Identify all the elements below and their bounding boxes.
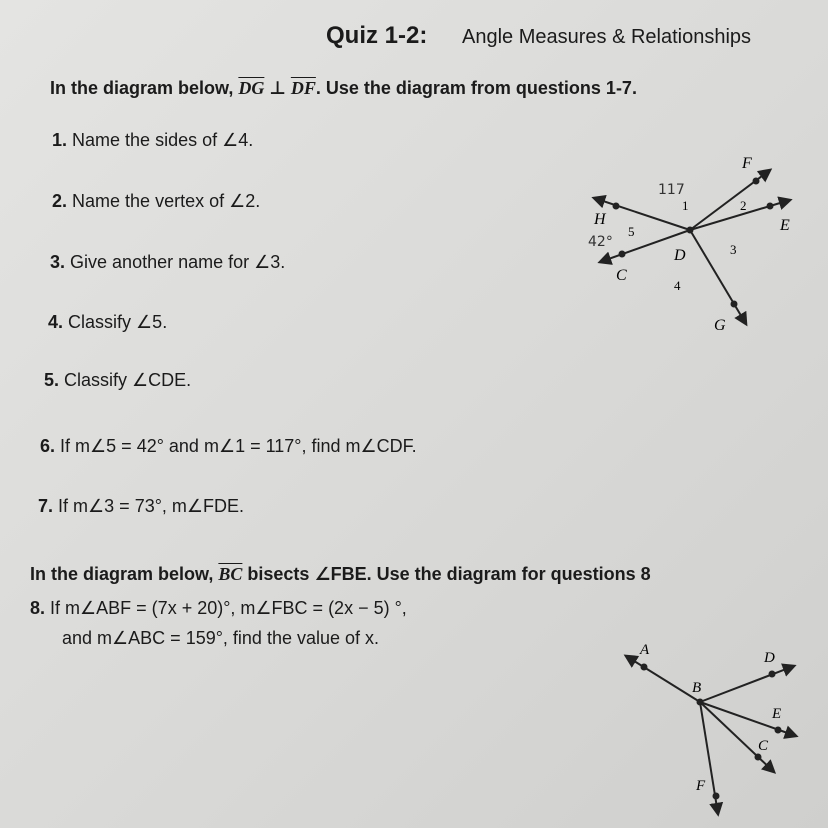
intro-diagram-1 <box>50 78 637 99</box>
point-d <box>687 227 694 234</box>
point-f <box>753 178 760 185</box>
label-a: A <box>640 642 650 658</box>
point-e <box>767 203 774 210</box>
point-c <box>619 251 626 258</box>
question-8-line1: If m∠ABF = (7x + 20)°, m∠FBC = (2x − 5) °, <box>50 598 407 618</box>
question-8-line2: and m∠ABC = 159°, find the value of x. <box>62 628 380 648</box>
question-7: 7. If m∠3 = 73°, m∠FDE. <box>38 496 245 516</box>
ray-ba <box>626 656 700 702</box>
diagram-1 <box>570 150 820 340</box>
question-3: 3. Give another name for ∠3. <box>50 252 286 272</box>
segment-dg: $\overline{DG}$ <box>238 78 265 98</box>
question-2: 2. Name the vertex of ∠2. <box>52 191 261 211</box>
segment-bc: $\overline{BC}$ <box>218 564 243 584</box>
intro1-tail: . Use the diagram from questions 1-7. <box>315 78 637 98</box>
point-h <box>613 203 620 210</box>
point-a <box>641 664 648 671</box>
label-f: F <box>696 778 706 794</box>
angle-3-label: 3 <box>730 242 737 257</box>
ray-be <box>700 702 796 736</box>
ray-dg <box>690 230 746 324</box>
ray-dh <box>594 198 690 230</box>
intro2-tail: bisects ∠FBE. Use the diagram for questions 8 <box>247 564 651 584</box>
quiz-title: Angle Measures & Relationships <box>462 26 752 48</box>
label-h: H <box>594 211 606 228</box>
angle-5-label: 5 <box>628 224 635 239</box>
point-b <box>697 699 704 706</box>
angle-2-label: 2 <box>740 198 747 213</box>
intro1-lead: In the diagram below, <box>50 78 234 98</box>
point-e <box>775 727 782 734</box>
question-1: 1. Name the sides of ∠4. <box>52 130 254 150</box>
ray-bd <box>700 666 794 702</box>
label-g: G <box>714 317 726 334</box>
angle-4-label: 4 <box>674 278 681 293</box>
label-c: C <box>758 738 769 754</box>
diagram-2 <box>600 638 820 828</box>
handwritten-117: 117 <box>658 182 685 198</box>
ray-bc <box>700 702 774 772</box>
point-d <box>769 671 776 678</box>
point-g <box>731 301 738 308</box>
segment-df: $\overline{DF}$ <box>290 78 316 98</box>
intro2-lead: In the diagram below, <box>30 564 214 584</box>
question-6: 6. If m∠5 = 42° and m∠1 = 117°, find m∠CDF. <box>40 436 417 456</box>
intro-diagram-2 <box>30 564 651 585</box>
quiz-label: Quiz 1-2: <box>326 22 428 49</box>
point-c <box>755 754 762 761</box>
label-c: C <box>616 267 627 284</box>
label-b: B <box>692 680 702 696</box>
label-d: D <box>764 650 775 666</box>
handwritten-42: 42° <box>588 234 613 250</box>
question-8: 8. If m∠ABF = (7x + 20)°, m∠FBC = (2x − 5) °, <box>30 598 407 618</box>
perpendicular-symbol: ⊥ <box>269 78 286 98</box>
point-f <box>713 793 720 800</box>
question-4: 4. Classify ∠5. <box>48 312 168 332</box>
label-e: E <box>772 706 782 722</box>
angle-1-label: 1 <box>682 198 689 213</box>
label-d: D <box>674 247 686 264</box>
label-f: F <box>742 155 752 172</box>
question-5: 5. Classify ∠CDE. <box>44 370 192 390</box>
label-e: E <box>780 217 790 234</box>
